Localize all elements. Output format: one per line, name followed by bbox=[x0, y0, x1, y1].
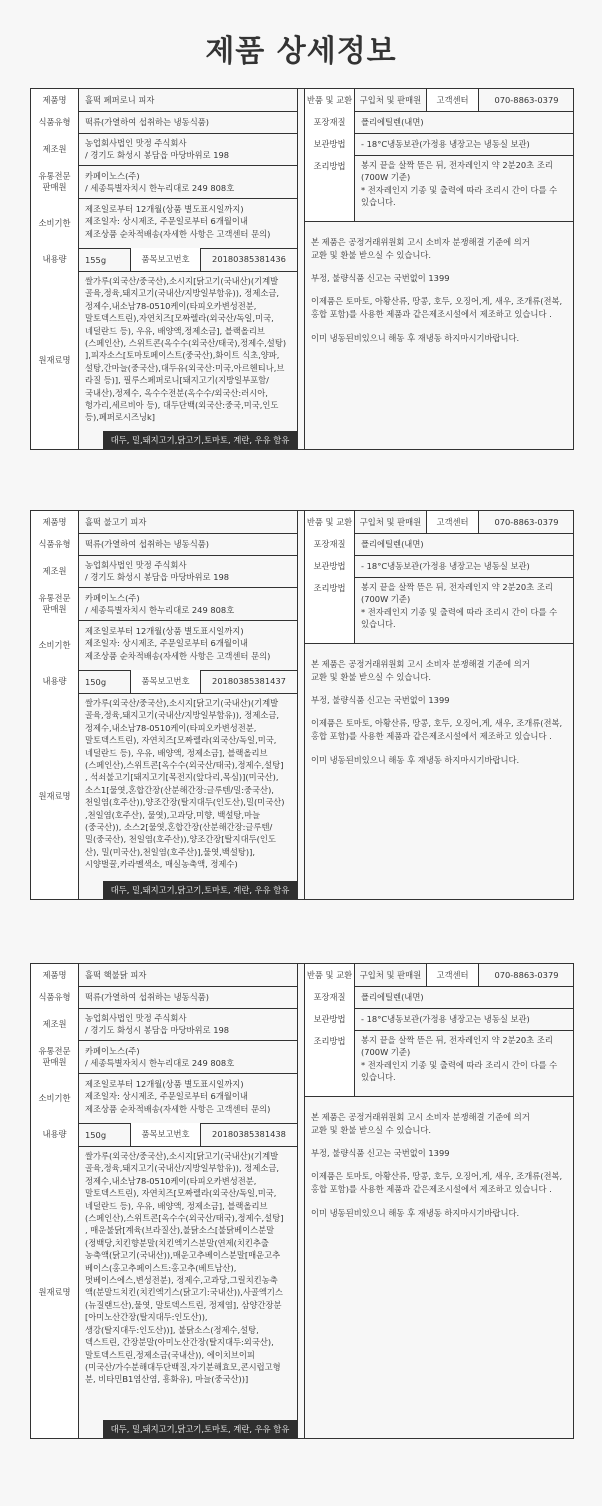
notice-allergen-facility: 이제품은 토마토, 아황산류, 땅콩, 호두, 오징어,게, 새우, 조개류(전복, 홍합 포함)를 사용한 제품과 같은제조시설에서 제조하고 있습니다 . bbox=[311, 718, 563, 741]
right-table bbox=[304, 89, 573, 449]
expiry-value: 제조일로부터 12개월(상품 별도표시일까지) 제조일자: 상시제조, 주문일로부터 6개월이내 제조상품 순차적배송(자세한 사항은 고객센터 문의) bbox=[85, 626, 271, 661]
maker-value: 농업회사법인 맛정 주식회사 / 경기도 화성시 봉담읍 마당바위로 198 bbox=[85, 560, 230, 582]
page-title: 제품 상세정보 bbox=[205, 34, 397, 69]
product-info-card bbox=[30, 963, 574, 1439]
label-distributor: 유통전문 판매원 bbox=[31, 1040, 79, 1073]
right-table bbox=[304, 964, 573, 1438]
cooking-value: 봉지 끝을 살짝 뜯은 뒤, 전자레인지 약 2분20초 조리 (700W 기준) * 전자레인지 기종 및 출력에 따라 조리시 간이 다를 수 있습니다. bbox=[361, 160, 558, 208]
phone-value: 070-8863-0379 bbox=[494, 516, 559, 527]
name-value: 흘떡 핵불닭 피자 bbox=[85, 970, 147, 980]
type-value: 떡류(가열하여 섭취하는 냉동식품) bbox=[85, 117, 209, 127]
label-packaging: 포장재질 bbox=[305, 533, 355, 555]
label-ingredients: 원재료명 bbox=[31, 1146, 79, 1438]
report-number-value: 20180385381436 bbox=[212, 254, 286, 264]
row-divider bbox=[305, 643, 574, 644]
packaging-value: 폴리에틸렌(내면) bbox=[361, 117, 424, 127]
label-packaging: 포장재질 bbox=[305, 111, 355, 133]
allergy-notice: 대두, 밀,돼지고기,닭고기,토마토, 계란, 우유 함유 bbox=[103, 1420, 297, 1438]
label-name: 제품명 bbox=[31, 89, 79, 111]
column-gap bbox=[297, 964, 304, 1438]
allergy-notice: 대두, 밀,돼지고기,닭고기,토마토, 계란, 우유 함유 bbox=[103, 431, 297, 449]
label-expiry: 소비기한 bbox=[31, 620, 79, 670]
packaging-value: 폴리에틸렌(내면) bbox=[361, 539, 424, 549]
label-return: 반품 및 교환 bbox=[305, 964, 355, 986]
column-gap bbox=[297, 89, 304, 449]
row-divider bbox=[305, 1096, 574, 1097]
label-purchase: 구입처 및 판매원 bbox=[355, 89, 427, 111]
notice-report: 부정, 불량식품 신고는 국번없이 1399 bbox=[311, 695, 450, 705]
product-info-card bbox=[30, 88, 574, 450]
label-report-no: 품목보고번호 bbox=[131, 670, 201, 693]
phone-value: 070-8863-0379 bbox=[494, 94, 559, 105]
label-type: 식품유형 bbox=[31, 533, 79, 555]
column-gap bbox=[297, 511, 304, 899]
ingredients-value: 쌀가루(외국산/중국산),소시지[닭고기(국내산)(기계발 골육,정육,돼지고기(국내산/지방일부함유)), 정제소금, 정제수,내소남78-0510케이(타피오카변성전분, 말토덱스트린),자연치즈[모짜렐라(외국산/독일,미국, 네덜란드 등), 우유, 배양액,정제소금], 블랙올리브 (스페인산), 스위트콘(옥수수(외국산/태국),정제수,설탕) ],피자소스[토마토페이스트(중국산),화이트 식초,양파, 설탕,간마늘(중국산),대두유(외국산:미국,아르헨티나,브 라질 등)], 필루스페퍼로니[돼지고기(지방일부포함/ 국내산),정제수, 옥수수전분(옥수수/외국산:러시아, 헝가리,세르비아 등), 대두단백(외국산:중국,미국,인도 등),페퍼로시즈닝k] bbox=[85, 276, 287, 423]
label-service: 고객센터 bbox=[427, 89, 479, 111]
label-type: 식품유형 bbox=[31, 986, 79, 1008]
type-value: 떡류(가열하여 섭취하는 냉동식품) bbox=[85, 539, 209, 549]
storage-value: - 18°C냉동보관(가정용 냉장고는 냉동실 보관) bbox=[361, 561, 530, 571]
maker-value: 농업회사법인 맛정 주식회사 / 경기도 화성시 봉담읍 마당바위로 198 bbox=[85, 1013, 230, 1035]
report-number-value: 20180385381437 bbox=[212, 676, 286, 686]
label-name: 제품명 bbox=[31, 511, 79, 533]
storage-value: - 18°C냉동보관(가정용 냉장고는 냉동실 보관) bbox=[361, 1014, 530, 1024]
product-info-card bbox=[30, 510, 574, 900]
label-volume: 내용량 bbox=[31, 248, 79, 271]
right-table bbox=[304, 511, 573, 899]
notice-exchange: 본 제품은 공정거래위원회 고시 소비자 분쟁해결 기준에 의거 교환 및 환불 받으실 수 있습니다. bbox=[311, 1112, 530, 1135]
notice-refreeze: 이미 냉동된비있으니 해동 후 재냉동 하지마시기바랍니다. bbox=[311, 1208, 520, 1218]
distributor-value: 카페이노스(주) / 세종특별자치시 한누리대로 249 808호 bbox=[85, 170, 235, 193]
row-divider bbox=[305, 221, 574, 222]
label-type: 식품유형 bbox=[31, 111, 79, 133]
label-maker: 제조원 bbox=[31, 555, 79, 587]
packaging-value: 폴리에틸렌(내면) bbox=[361, 992, 424, 1002]
phone-value: 070-8863-0379 bbox=[494, 969, 559, 980]
left-table bbox=[31, 511, 297, 899]
notice-allergen-facility: 이제품은 토마토, 아황산류, 땅콩, 호두, 오징어,게, 새우, 조개류(전복, 홍합 포함)를 사용한 제품과 같은제조시설에서 제조하고 있습니다 . bbox=[311, 296, 563, 319]
volume-value: 150g bbox=[79, 670, 131, 693]
volume-value: 150g bbox=[79, 1123, 131, 1146]
label-packaging: 포장재질 bbox=[305, 986, 355, 1008]
notice-refreeze: 이미 냉동된비있으니 해동 후 재냉동 하지마시기바랍니다. bbox=[311, 333, 520, 343]
name-value: 흘떡 불고기 피자 bbox=[85, 517, 147, 527]
report-number-value: 20180385381438 bbox=[212, 1129, 286, 1139]
expiry-value: 제조일로부터 12개월(상품 별도표시일까지) 제조일자: 상시제조, 주문일로부터 6개월이내 제조상품 순차적배송(자세한 사항은 고객센터 문의) bbox=[85, 204, 271, 239]
label-service: 고객센터 bbox=[427, 511, 479, 533]
label-expiry: 소비기한 bbox=[31, 1073, 79, 1123]
left-table bbox=[31, 89, 297, 449]
label-distributor: 유통전문 판매원 bbox=[31, 165, 79, 198]
label-volume: 내용량 bbox=[31, 1123, 79, 1146]
notice-report: 부정, 불량식품 신고는 국번없이 1399 bbox=[311, 1148, 450, 1158]
notice-exchange: 본 제품은 공정거래위원회 고시 소비자 분쟁해결 기준에 의거 교환 및 환불 받으실 수 있습니다. bbox=[311, 237, 530, 260]
volume-value: 155g bbox=[79, 248, 131, 271]
notice-refreeze: 이미 냉동된비있으니 해동 후 재냉동 하지마시기바랍니다. bbox=[311, 755, 520, 765]
label-volume: 내용량 bbox=[31, 670, 79, 693]
label-report-no: 품목보고번호 bbox=[131, 1123, 201, 1146]
label-cooking: 조리방법 bbox=[305, 1030, 355, 1096]
label-ingredients: 원재료명 bbox=[31, 271, 79, 449]
distributor-value: 카페이노스(주) / 세종특별자치시 한누리대로 249 808호 bbox=[85, 1045, 235, 1068]
label-purchase: 구입처 및 판매원 bbox=[355, 511, 427, 533]
name-value: 흘떡 페퍼로니 피자 bbox=[85, 95, 155, 105]
label-service: 고객센터 bbox=[427, 964, 479, 986]
label-storage: 보관방법 bbox=[305, 133, 355, 155]
cooking-value: 봉지 끝을 살짝 뜯은 뒤, 전자레인지 약 2분20초 조리 (700W 기준) * 전자레인지 기종 및 출력에 따라 조리시 간이 다를 수 있습니다. bbox=[361, 1035, 558, 1083]
label-cooking: 조리방법 bbox=[305, 577, 355, 643]
label-maker: 제조원 bbox=[31, 1008, 79, 1040]
label-return: 반품 및 교환 bbox=[305, 89, 355, 111]
label-ingredients: 원재료명 bbox=[31, 693, 79, 899]
label-storage: 보관방법 bbox=[305, 555, 355, 577]
label-maker: 제조원 bbox=[31, 133, 79, 165]
cooking-value: 봉지 끝을 살짝 뜯은 뒤, 전자레인지 약 2분20초 조리 (700W 기준) * 전자레인지 기종 및 출력에 따라 조리시 간이 다를 수 있습니다. bbox=[361, 582, 558, 630]
notice-allergen-facility: 이제품은 토마토, 아황산류, 땅콩, 호두, 오징어,게, 새우, 조개류(전복, 홍합 포함)를 사용한 제품과 같은제조시설에서 제조하고 있습니다 . bbox=[311, 1171, 563, 1194]
left-table bbox=[31, 964, 297, 1438]
distributor-value: 카페이노스(주) / 세종특별자치시 한누리대로 249 808호 bbox=[85, 592, 235, 615]
expiry-value: 제조일로부터 12개월(상품 별도표시일까지) 제조일자: 상시제조, 주문일로부터 6개월이내 제조상품 순차적배송(자세한 사항은 고객센터 문의) bbox=[85, 1079, 271, 1114]
label-name: 제품명 bbox=[31, 964, 79, 986]
notice-report: 부정, 불량식품 신고는 국번없이 1399 bbox=[311, 273, 450, 283]
label-distributor: 유통전문 판매원 bbox=[31, 587, 79, 620]
allergy-notice: 대두, 밀,돼지고기,닭고기,토마토, 계란, 우유 함유 bbox=[103, 881, 297, 899]
label-return: 반품 및 교환 bbox=[305, 511, 355, 533]
ingredients-value: 쌀가루(외국산/중국산),소시지[닭고기(국내산)(기계발 골육,정육,돼지고기(국내산/지방일부함유)), 정제소금, 정제수,내소남78-0510케이(타피오카변성전분, 말토덱스트린), 자연치즈[모짜렐라(외국산/독일,미국, 네덜란드 등), 우유, 배양액, 정제소금], 블랙올리브 (스페인산),스위트콘[옥수수(외국산/태국),정제수,설탕] , 석쇠불고기[돼지고기[목전지(앞다리,목심)](미국산), 소스1[물엿,혼합간장(산분해간장:글루텐/밀:중국산), 천일염(호주산)),양조간장(탈지대두(인도산),밀(미국산) ,천일염(호주산), 물엿),고과당,미향, 백설탕,마늘 (중국산)), 소스2[물엿,혼합간장(산분해간장:글루텐/ 밀(중국산), 천일염(호주산)),양조간장[탈지대두(인도 산), 밀(미국산),천일염(호주산)],물엿,백설탕)], 시양벌꿀,카라멜색소, 매실농축액, 정제수) bbox=[85, 698, 285, 870]
label-expiry: 소비기한 bbox=[31, 198, 79, 248]
label-cooking: 조리방법 bbox=[305, 155, 355, 221]
maker-value: 농업회사법인 맛정 주식회사 / 경기도 화성시 봉담읍 마당바위로 198 bbox=[85, 138, 230, 160]
type-value: 떡류(가열하여 섭취하는 냉동식품) bbox=[85, 992, 209, 1002]
label-purchase: 구입처 및 판매원 bbox=[355, 964, 427, 986]
label-storage: 보관방법 bbox=[305, 1008, 355, 1030]
ingredients-value: 쌀가루(외국산/중국산),소시지[닭고기(국내산)(기계발 골육,정육,돼지고기(국내산/지방일부함유)), 정제소금, 정제수,내소남78-0510케이(타피오카변성전분, 말토덱스트린), 자연치즈[모짜렐라(외국산/독일,미국, 네덜란드 등), 우유, 배양액, 정제소금], 블랙올리브 (스페인산),스위트콘[옥수수(외국산/태국),정제수,설탕] , 매운불닭[계육(브라질산),불닭소스[불닭베이스분말 (정백당,치킨향분말(치킨엑기스분말(연제(치킨추출 농축액(닭고기(국내산)),매운고추베이스분말[매운고추 베이스(홍고추페이스트:홍고추(베트남산), 멋베이스에스,변성전분), 정제수,고과당,그릴치킨농축 액(분말드치킨(치킨엑기스(닭고기:국내산)),사골엑기스 (뉴질랜드산),물엿, 말토덱스트린, 정제염], 삼양간장분 [아미노산간장(탈지대두:인도산)), 생강(탈지대두:인도산))], 불닭소스(정제수,설탕, 덱스트린, 간장분말(아미노산간장(탈지대두:외국산), 말토덱스트린,정제소금(국내산)), 에이치브이피 (미국산/가수분해대두단백질,자기분해효모,콘시럽고형 분, 비타민B1염산염, 흥화유), 마늘(중국산))] bbox=[85, 1151, 284, 1385]
label-report-no: 품목보고번호 bbox=[131, 248, 201, 271]
notice-exchange: 본 제품은 공정거래위원회 고시 소비자 분쟁해결 기준에 의거 교환 및 환불 받으실 수 있습니다. bbox=[311, 659, 530, 682]
storage-value: - 18°C냉동보관(가정용 냉장고는 냉동실 보관) bbox=[361, 139, 530, 149]
